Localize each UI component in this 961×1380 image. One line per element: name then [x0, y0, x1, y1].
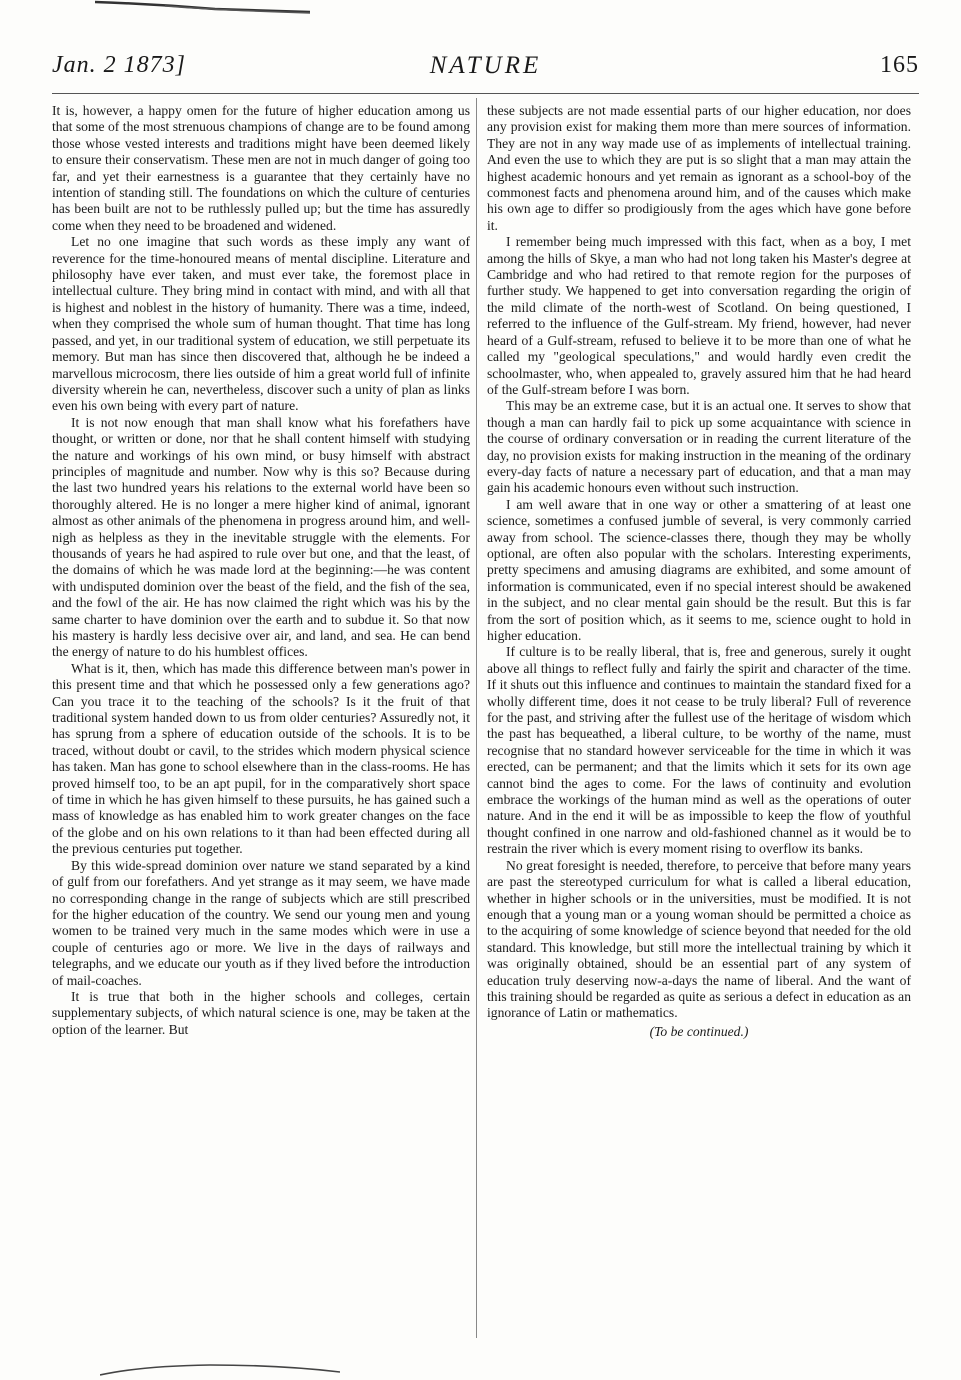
column-divider	[476, 98, 477, 1338]
right-column	[487, 103, 911, 1040]
paragraph: these subjects are not made essential parts of our higher education, nor does any provision exist for making them more than mere sources of information. They are not in any way made use of as implements of intellectual training. And even the use to which they are put is so slight that a man may attain the highest academic honours and yet remain as ignorant as a school-boy of the commonest facts and phenomena around him, and of the causes which make his own age to differ so prodigiously from the ages which have gone before it.	[487, 103, 911, 233]
paragraph: It is not now enough that man shall know what his forefathers have thought, or written or done, nor that he shall content himself with studying the nature and workings of his own mind, or busy himself with abstract principles of magnitude and number. Now why is this so? Because during the last two hundred years his relations to the external world have been so thoroughly altered. He is no longer a mere higher kind of animal, ignorant almost as other animals of the phenomena in progress around him, and well-nigh as helpless as they in the inevitable struggle with the elements. For thousands of years he had aspired to rule over but one, and that the least, of the domains of which he was made lord at the beginning:—he was content with undisputed dominion over the beast of the field, and the fish of the sea, and the fowl of the air. He has now claimed the right which was his by the same charter to have dominion over the earth and to subdue it. So that now his mastery is hardly less decisive over air, and land, and sea. He can bend the energy of nature to do his humblest offices.	[52, 414, 470, 660]
bottom-print-smudge	[100, 1362, 340, 1376]
paragraph: It is, however, a happy omen for the future of higher education among us that some of the most strenuous champions of change are to be found among those whose vested interests and traditions might have been deemed likely to ensure their conservatism. These men are not in much danger of going too far, and yet their earnestness is a guarantee that they certainly have no intention of standing still. The foundations on which the culture of centuries has been built are not to be ruthlessly pulled up; but the time has assuredly come when they need to be broadened and widened.	[52, 103, 470, 233]
paragraph: It is true that both in the higher schools and colleges, certain supplementary subjects, of which natural science is one, may be taken at the option of the learner. But	[52, 988, 470, 1037]
paragraph: By this wide-spread dominion over nature we stand separated by a kind of gulf from our forefathers. And yet strange as it may seem, we have made no corresponding change in the range of subjects which are still prescribed for the higher education of the country. We send our young men and young women to be trained very much in the same modes which were in use a couple of centuries ago or more. We live in the days of railways and telegraphs, and we educate our youth as if they lived before the introduction of mail-coaches.	[52, 857, 470, 988]
continued-note: (To be continued.)	[649, 1023, 749, 1039]
header-rule	[52, 93, 919, 94]
page-header	[52, 50, 919, 90]
paragraph: This may be an extreme case, but it is an actual one. It serves to show that though a man can hardly fail to pick up some acquaintance with science in the course of ordinary conversation or in reading the current literature of the day, no provision exists for making instruction in the meaning of the ordinary every-day facts of nature a necessary part of education, and that a man may gain his academic honours even without such instruction.	[487, 398, 911, 496]
journal-title: NATURE	[429, 52, 542, 79]
paragraph: What is it, then, which has made this difference between man's power in this present time and that which he possessed only a few generations ago? Can you trace it to the teaching of the schools? Is it the fruit of that traditional system handed down to us from older centuries? Assuredly not, it has sprung from a sphere of education outside of the schools. It is to be traced, without doubt or cavil, to the strides which modern physical science has taken. Man has gone to school elsewhere than in the class-rooms. He has proved himself too, to be an apt pupil, for in the comparatively short space of time in which he has given himself to these pursuits, he has gained such a mass of knowledge as has enabled him to work greater changes on the face of the globe and on his own relations to it than had been effected during all the previous centuries put together.	[52, 660, 470, 857]
header-date: Jan. 2 1873]	[52, 52, 186, 78]
paragraph: I remember being much impressed with this fact, when as a boy, I met among the hills of Skye, a man who had not long taken his Master's degree at Cambridge and who had retired to that remote region for the purposes of further study. We happened to get into conversation regarding the origin of the mild climate of the north-west of Scotland. On being questioned, I referred to the influence of the Gulf-stream. My friend, however, had never heard of a Gulf-stream, refused to believe it to be more than one of what he called my "geological speculations," and would hardly even credit the schoolmaster, who, when appealed to, gravely assured him that he had heard of the Gulf-stream before I was born.	[487, 234, 911, 397]
paragraph: If culture is to be really liberal, that is, free and generous, surely it ought above all things to reflect fully and fairly the spirit and character of the time. If it shuts out this influence and continues to maintain the standard fixed for a wholly different time, does it not cease to be truly liberal? Full of reverence for the past, and striving after the fullest use of the heritage of wisdom which the past has bequeathed, a liberal culture, to be worthy of the name, must recognise that no standard however serviceable for the time in which it was erected, can be permanent; and that the limits which it sets for its own age cannot bind the ages to come. For the laws of continuity and evolution embrace the workings of the human mind as well as the operations of outer nature. And in the end it will be as impossible to keep the flow of youthful thought confined in one narrow and old-fashioned channel as it would be to restrain the river which is every moment rising to overflow its banks.	[487, 644, 911, 857]
paragraph: I am well aware that in one way or other a smattering of at least one science, sometimes a confused jumble of several, is very commonly carried away from school. The science-classes there, though they may be wholly optional, are often also popular with the scholars. Interesting experiments, pretty specimens and amusing diagrams are exhibited, and some amount of information is communicated, even if no special interest should be awakened in the subject, and no clear mental gain should be the result. But this is far from the sort of position which, as it seems to me, science ought to hold in higher education.	[487, 496, 911, 643]
paragraph: Let no one imagine that such words as these imply any want of reverence for the time-honoured means of mental discipline. Literature and philosophy have ever taken, and must ever take, the foremost place in intellectual culture. They bring mind in contact with mind, and with all that is highest and noblest in the history of humanity. There was a time, indeed, when they comprised the whole sum of human thought. That time has long passed, and yet, in our traditional system of education, we still perpetuate its memory. But man has since then discovered that, although he be indeed a marvellous microcosm, there lies outside of him a great world full of infinite diversity wherein he can, nevertheless, discover such a unity of plan as links even his own being with every part of nature.	[52, 234, 470, 414]
page-number: 165	[880, 52, 919, 78]
paragraph: No great foresight is needed, therefore, to perceive that before many years are past the stereotyped curriculum for what is called a liberal education, whether in higher schools or in the universities, must be modified. It is not enough that a young man or a young woman should be permitted a choice as to the acquiring of some knowledge of science beyond that needed for the old standard. This knowledge, but still more the intellectual training by which it was originally obtained, should be an essential part of any system of education truly deserving now-a-days the name of liberal. And the want of this training should be regarded as quite as serious a defect in education as an ignorance of Latin or mathematics.	[487, 857, 911, 1021]
left-column	[52, 103, 470, 1038]
top-print-smudge	[95, 0, 310, 14]
